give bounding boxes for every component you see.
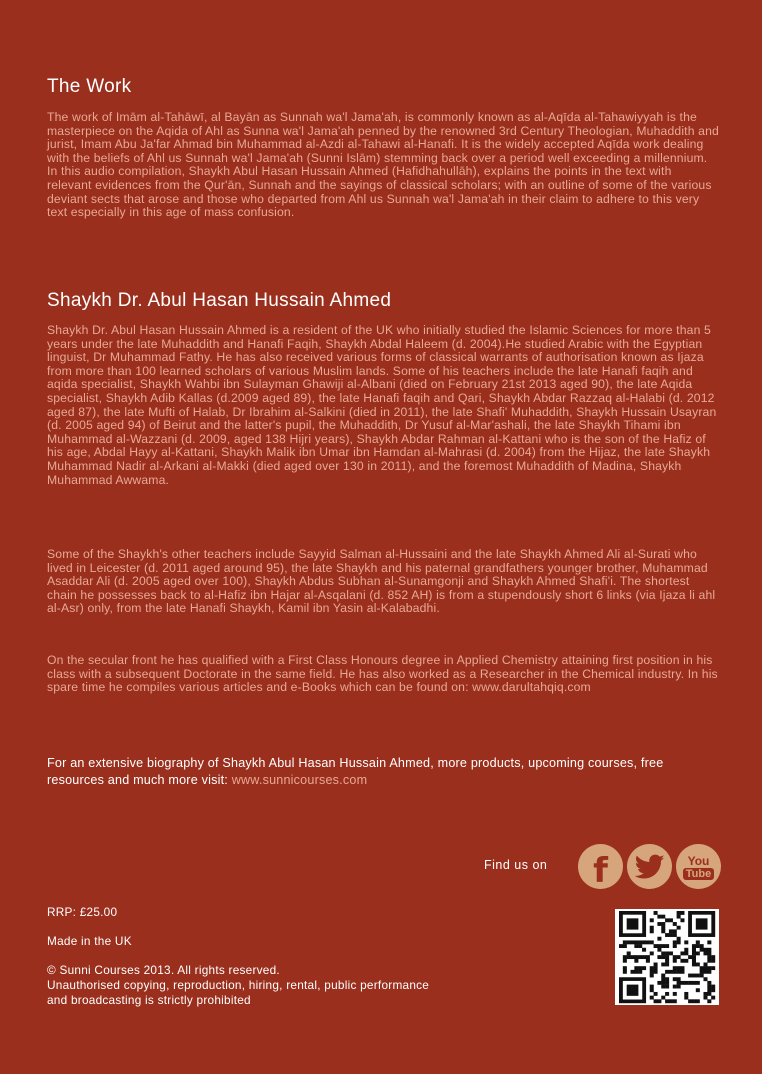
twitter-bird-icon [635,854,665,880]
website-link[interactable]: www.sunnicourses.com [231,772,368,787]
copyright-text: © Sunni Courses 2013. All rights reserved. [47,963,280,977]
rights-notice-line-1: Unauthorised copying, reproduction, hiring, rental, public performance [47,978,430,992]
shaykh-heading: Shaykh Dr. Abul Hasan Hussain Ahmed [47,290,392,311]
promo-text [47,755,719,788]
youtube-label-bottom: Tube [683,868,714,880]
youtube-label-top: You [687,853,710,868]
biography-paragraph-3: On the secular front he has qualified with a First Class Honours degree in Applied Chemistry attaining first position in his class with a subsequent Doctorate in the same field. He has also worked as a Researcher in the Chemical industry. In his spare time he compiles various articles and e-Books which can be found on: www.darultahqiq.com [47,653,718,695]
biography-paragraph-2: Some of the Shaykh's other teachers include Sayyid Salman al-Hussaini and the late Shaykh Ahmed Ali al-Surati who lived in Leicester (d. 2011 aged around 95), the late Shaykh and his paternal grandfathers younger brother, Muhammad Asaddar Ali (d. 2005 aged over 100), Shaykh Abdus Subhan al-Sunamgonji and Shaykh Ahmed Shafi'i. The shortest chain he possesses back to al-Hafiz ibn Hajar al-Asqalani (d. 852 AH) is from a stupendously short 6 links (via Ijaza li ahl al-Asr) only, from the late Hanafi Shaykh, Kamil ibn Yasin al-Kalabadhi. [47,547,716,616]
qr-code[interactable] [615,909,719,1005]
twitter-icon[interactable] [627,844,672,889]
find-us-label: Find us on [484,858,548,872]
work-heading: The Work [47,76,132,97]
facebook-glyph: f [593,850,608,891]
facebook-icon[interactable] [578,844,623,889]
biography-paragraph-1: Shaykh Dr. Abul Hasan Hussain Ahmed is a resident of the UK who initially studied the Islamic Sciences for more than 5 years under the late Muhaddith and Hanafi Faqih, Shaykh Abdal Haleem (d. 2004).He studied Arabic with the Egyptian linguist, Dr Muhammad Fathy. He has also received various forms of classical warrants of authorisation known as Ijaza from more than 100 learned scholars of various Muslim lands. Some of his teachers include the late Hanafi faqih and aqida specialist, Shaykh Wahbi ibn Sulayman Ghawiji al-Albani (died on February 21st 2013 aged 90), the late Aqida specialist, Shaykh Adib Kallas (d.2009 aged 89), the late Hanafi faqih and Qari, Shaykh Abdar Razzaq al-Halabi (d. 2012 aged 87), the late Mufti of Halab, Dr Ibrahim al-Salkini (died in 2011), the late Shafi' Muhaddith, Shaykh Hussain Usayran (d. 2005 aged 94) of Beirut and the latter's pupil, the Muhaddith, Dr Yusuf al-Mar'ashali, the late Shaykh Tihami ibn Muhammad al-Wazzani (d. 2009, aged 138 Hijri years), Shaykh Abdar Rahman al-Kattani who is the son of the Hafiz of his age, Abdal Hayy al-Kattani, Shaykh Malik ibn Umar ibn Hamdan al-Mahrasi (d. 2004) from the Hijaz, the late Shaykh Muhammad Nadir al-Arkani al-Makki (died aged over 130 in 2011), and the foremost Muhaddith of Madina, Shaykh Muhammad Awwama. [47,323,717,487]
work-description: The work of Imām al-Tahāwī, al Bayān as Sunnah wa'l Jama'ah, is commonly known as al-Aqīda al-Tahawiyyah is the masterpiece on the Aqida of Ahl as Sunna wa'l Jama'ah penned by the renowned 3rd Century Theologian, Muhaddith and jurist, Imam Abu Ja'far Ahmad bin Muhammad al-Azdi al-Tahawi al-Hanafi. It is the widely accepted Aqīda work dealing with the beliefs of Ahl us Sunnah wa'l Jama'ah (Sunni Islām) stemming back over a period well exceeding a millennium. In this audio compilation, Shaykh Abul Hasan Hussain Ahmed (Hafidhahullāh), explains the points in the text with relevant evidences from the Qur'ān, Sunnah and the sayings of classical scholars; with an outline of some of the various deviant sects that arose and those who departed from Ahl us Sunnah wa'l Jama'ah in their claim to adhere to this very text especially in this age of mass confusion. [47,110,719,220]
made-in-label: Made in the UK [47,934,132,948]
rights-notice-line-2: and broadcasting is strictly prohibited [47,993,251,1007]
promo-message: For an extensive biography of Shaykh Abul Hasan Hussain Ahmed, more products, upcoming courses, free resources and much more visit: [47,756,664,787]
youtube-icon[interactable] [676,844,721,889]
qr-code-graphic [615,909,719,1005]
price-label: RRP: £25.00 [47,905,118,919]
